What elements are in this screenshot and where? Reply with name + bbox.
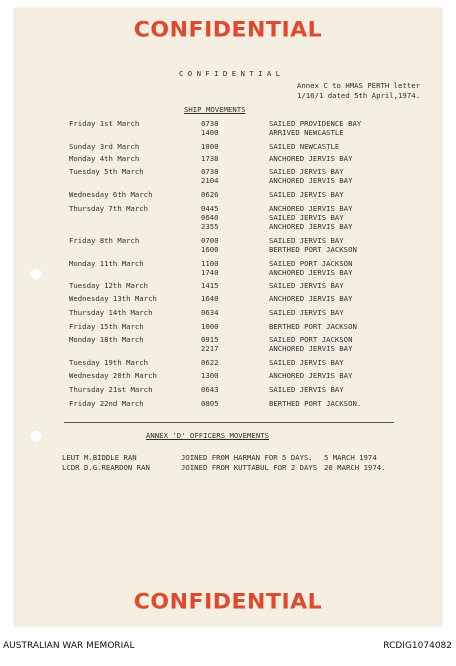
movement-event: SAILED PORT JACKSON [269,259,353,268]
movement-time: 1415 [201,281,219,290]
movement-date: Tuesday 12th March [69,281,149,290]
movement-time: 2355 [201,222,219,231]
movement-time: 1400 [201,128,219,137]
movement-event: SAILED PORT JACKSON [269,335,353,344]
movement-date: Wednesday 13th March [69,294,157,303]
movement-time: 0730 [201,167,219,176]
movement-time: 1000 [201,322,219,331]
document-page [14,8,442,626]
section-divider [64,422,394,423]
movement-event: ANCHORED JERVIS BAY [269,268,353,277]
movement-time: 0700 [201,236,219,245]
movement-event: SAILED PROVIDENCE BAY [269,119,362,128]
movement-time: 2104 [201,176,219,185]
movement-event: SAILED JERVIS BAY [269,308,344,317]
movement-time: 1740 [201,268,219,277]
movement-date: Friday 8th March [69,236,140,245]
punch-hole-top [30,268,42,280]
archive-id: RCDIG1074082 [383,641,452,651]
movement-time: 0634 [201,308,219,317]
movement-event: BERTHED PORT JACKSON. [269,399,362,408]
movement-event: SAILED JERVIS BAY [269,190,344,199]
officer-detail: JOINED FROM KUTTABUL FOR 2 DAYS [181,463,318,472]
movement-time: 0445 [201,204,219,213]
movement-date: Wednesday 6th March [69,190,153,199]
annex-reference-line-1: Annex C to HMAS PERTH letter [297,81,421,90]
movement-time: 0640 [201,213,219,222]
ship-movements-heading: SHIP MOVEMENTS [184,105,246,114]
movement-time: 0643 [201,385,219,394]
movement-time: 1300 [201,371,219,380]
movement-event: SAILED JERVIS BAY [269,358,344,367]
officer-date: 5 MARCH 1974 [324,453,377,462]
movement-date: Tuesday 5th March [69,167,144,176]
movement-date: Sunday 3rd March [69,142,140,151]
movement-time: 2217 [201,344,219,353]
movement-time: 0626 [201,190,219,199]
movement-time: 0915 [201,335,219,344]
movement-time: 1640 [201,294,219,303]
movement-event: SAILED JERVIS BAY [269,213,344,222]
movement-event: SAILED JERVIS BAY [269,167,344,176]
movement-event: BERTHED PORT JACKSON [269,322,357,331]
movement-date: Wednesday 20th March [69,371,157,380]
movement-time: 1800 [201,142,219,151]
confidential-stamp-top: CONFIDENTIAL [133,18,323,43]
movement-time: 0730 [201,119,219,128]
movement-date: Thursday 14th March [69,308,153,317]
movement-date: Friday 1st March [69,119,140,128]
movement-date: Monday 4th March [69,154,140,163]
annex-reference-line-2: 1/16/1 dated 5th April,1974. [297,91,421,100]
movement-event: ANCHORED JERVIS BAY [269,371,353,380]
punch-hole-bottom [30,430,42,442]
movement-event: ANCHORED JERVIS BAY [269,154,353,163]
movement-event: SAILED JERVIS BAY [269,281,344,290]
movement-time: 0622 [201,358,219,367]
movement-date: Friday 22nd March [69,399,144,408]
movement-date: Friday 15th March [69,322,144,331]
movement-date: Monday 18th March [69,335,144,344]
movement-time: 1600 [201,245,219,254]
movement-time: 1738 [201,154,219,163]
classification-line: C O N F I D E N T I A L [179,69,281,78]
movement-event: SAILED NEWCASTLE [269,142,340,151]
officers-movements-heading: ANNEX 'D' OFFICERS MOVEMENTS [146,431,270,440]
movement-date: Thursday 7th March [69,204,149,213]
movement-event: ANCHORED JERVIS BAY [269,344,353,353]
officer-detail: JOINED FROM HARMAN FOR 5 DAYS. [181,453,313,462]
officer-name: LCDR D.G.REARDON RAN [62,463,150,472]
movement-time: 1100 [201,259,219,268]
movement-date: Monday 11th March [69,259,144,268]
movement-event: ANCHORED JERVIS BAY [269,176,353,185]
movement-event: ANCHORED JERVIS BAY [269,204,353,213]
movement-event: BERTHED PORT JACKSON [269,245,357,254]
movement-event: ANCHORED JERVIS BAY [269,222,353,231]
archive-credit: AUSTRALIAN WAR MEMORIAL [3,641,135,651]
movement-time: 0805 [201,399,219,408]
movement-event: ARRIVED NEWCASTLE [269,128,344,137]
movement-event: ANCHORED JERVIS BAY [269,294,353,303]
movement-event: SAILED JERVIS BAY [269,385,344,394]
movement-event: SAILED JERVIS BAY [269,236,344,245]
officer-name: LEUT M.BIDDLE RAN [62,453,137,462]
movement-date: Thursday 21st March [69,385,153,394]
confidential-stamp-bottom: CONFIDENTIAL [133,590,323,615]
officer-date: 20 MARCH 1974. [324,463,386,472]
movement-date: Tuesday 19th March [69,358,149,367]
